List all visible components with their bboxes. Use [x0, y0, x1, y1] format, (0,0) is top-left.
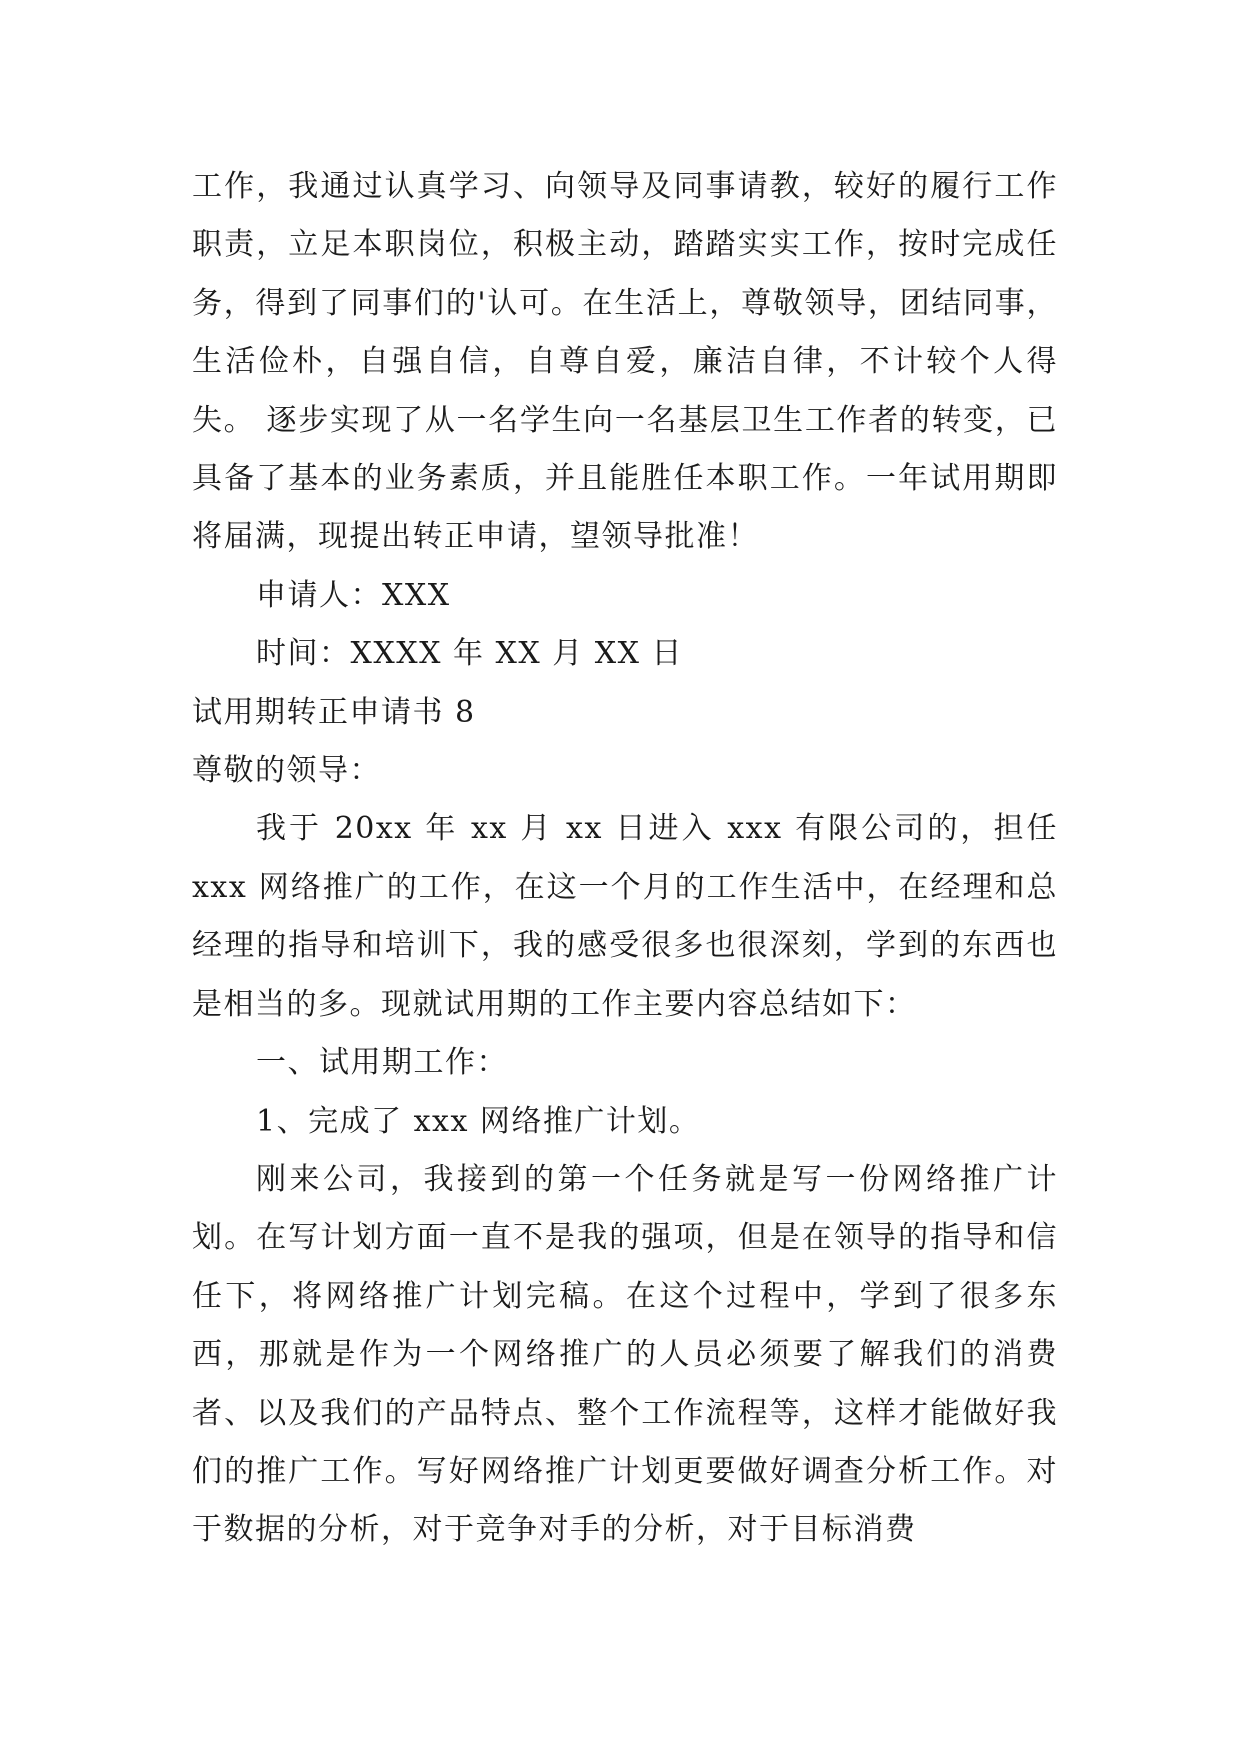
- section-title: 试用期转正申请书 8: [192, 694, 476, 730]
- paragraph-self-evaluation: 工作，我通过认真学习、向领导及同事请教，较好的履行工作职责，立足本职岗位，积极主动，踏踏实实工作，按时完成任务，得到了同事们的'认可。在生活上，尊敬领导，团结同事，生活俭朴，自强自信，自尊自爱，廉洁自律，不计较个人得失。 逐步实现了从一名学生向一名基层卫生工作者的转变，已具备了基本的业务素质，并且能胜任本职工作。一年试用期即将届满，现提出转正申请，望领导批准！: [192, 169, 1058, 555]
- date-line: 时间：XXXX 年 XX 月 XX 日: [256, 636, 684, 672]
- applicant-line: 申请人：XXX: [256, 577, 451, 613]
- paragraph-intro: 我于 20xx 年 xx 月 xx 日进入 xxx 有限公司的，担任 xxx 网络推广的工作，在这一个月的工作生活中，在经理和总经理的指导和培训下，我的感受很多也很深刻，学到的东西也是相当的多。现就试用期的工作主要内容总结如下：: [192, 811, 1058, 1022]
- salutation: 尊敬的领导：: [192, 753, 381, 789]
- list-item-1: 1、完成了 xxx 网络推广计划。: [256, 1103, 701, 1139]
- subheading-probation-work: 一、试用期工作：: [256, 1045, 508, 1081]
- paragraph-plan-details: 刚来公司，我接到的第一个任务就是写一份网络推广计划。在写计划方面一直不是我的强项，但是在领导的指导和信任下，将网络推广计划完稿。在这个过程中，学到了很多东西，那就是作为一个网络推广的人员必须要了解我们的消费者、以及我们的产品特点、整个工作流程等，这样才能做好我们的推广工作。写好网络推广计划更要做好调查分析工作。对于数据的分析，对于竞争对手的分析，对于目标消费: [192, 1161, 1058, 1548]
- document-body: [192, 158, 1058, 1560]
